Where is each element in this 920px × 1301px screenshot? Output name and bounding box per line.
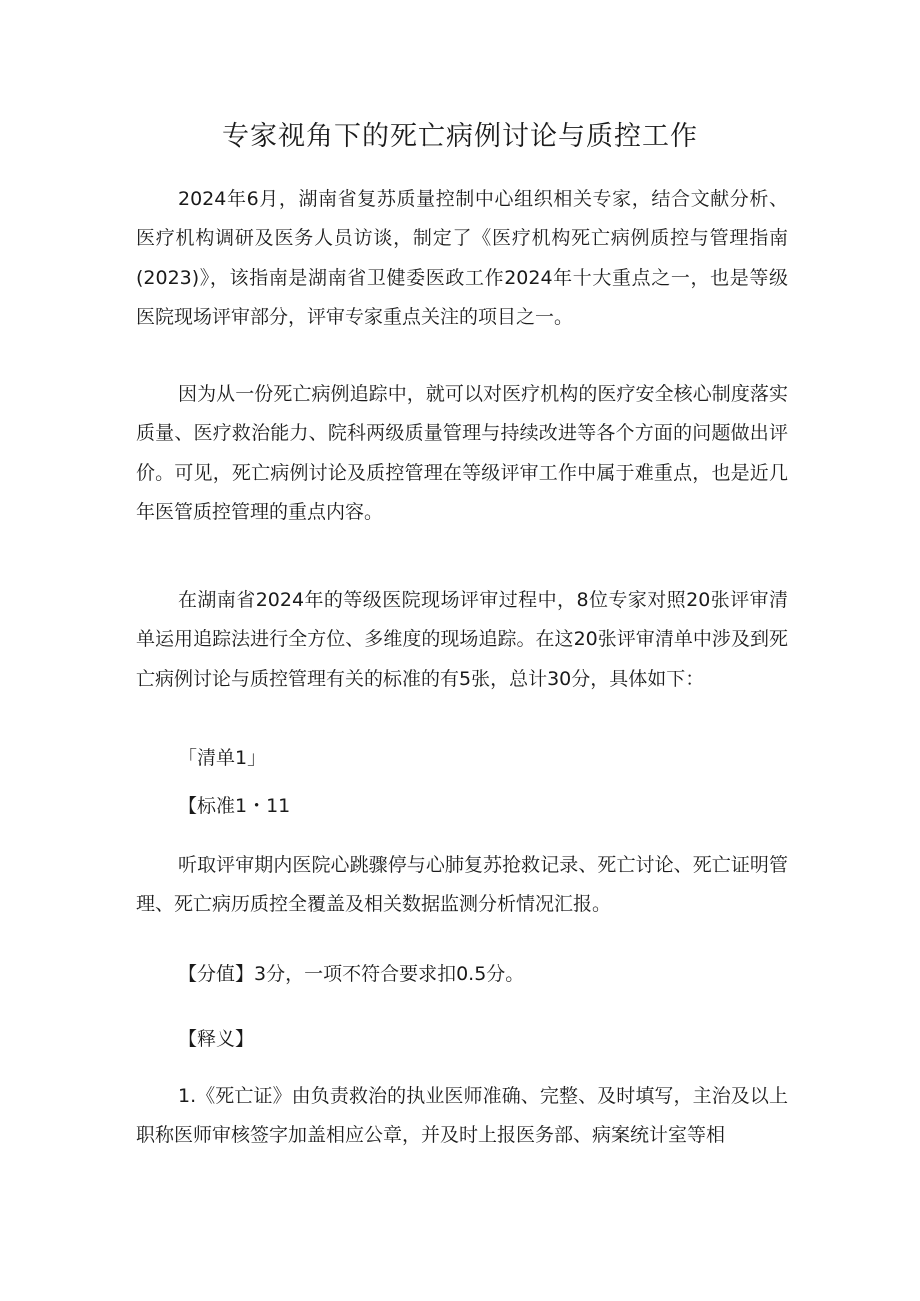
standard-heading: 【标准1・11: [178, 795, 291, 817]
standard-text: 听取评审期内医院心跳骤停与心肺复苏抢救记录、死亡讨论、死亡证明管理、死亡病历质控全覆盖及相关数据监测分析情况汇报。: [136, 854, 788, 916]
paragraph-reason: 因为从一份死亡病例追踪中，就可以对医疗机构的医疗安全核心制度落实质量、医疗救治能力、院科两级质量管理与持续改进等各个方面的问题做出评价。可见，死亡病例讨论及质控管理在等级评审工作中属于难重点，也是近几年医管质控管理的重点内容。: [136, 383, 788, 523]
score-text: 【分值】3分，一项不符合要求扣0.5分。: [178, 963, 525, 985]
document-title: 专家视角下的死亡病例讨论与质控工作: [222, 121, 698, 152]
paragraph-intro: 2024年6月，湖南省复苏质量控制中心组织相关专家，结合文献分析、医疗机构调研及医务人员访谈，制定了《医疗机构死亡病例质控与管理指南(2023)》，该指南是湖南省卫健委医政工作2024年十大重点之一，也是等级医院现场评审部分，评审专家重点关注的项目之一。: [136, 188, 788, 328]
list-heading: 「清单1」: [178, 747, 267, 769]
explain-heading: 【释义】: [178, 1028, 255, 1050]
explain-item-1: 1.《死亡证》由负责救治的执业医师准确、完整、及时填写，主治及以上职称医师审核签字加盖相应公章，并及时上报医务部、病案统计室等相: [136, 1085, 788, 1147]
paragraph-review-process: 在湖南省2024年的等级医院现场评审过程中，8位专家对照20张评审清单运用追踪法进行全方位、多维度的现场追踪。在这20张评审清单中涉及到死亡病例讨论与质控管理有关的标准的有5张，总计30分，具体如下：: [136, 589, 788, 690]
